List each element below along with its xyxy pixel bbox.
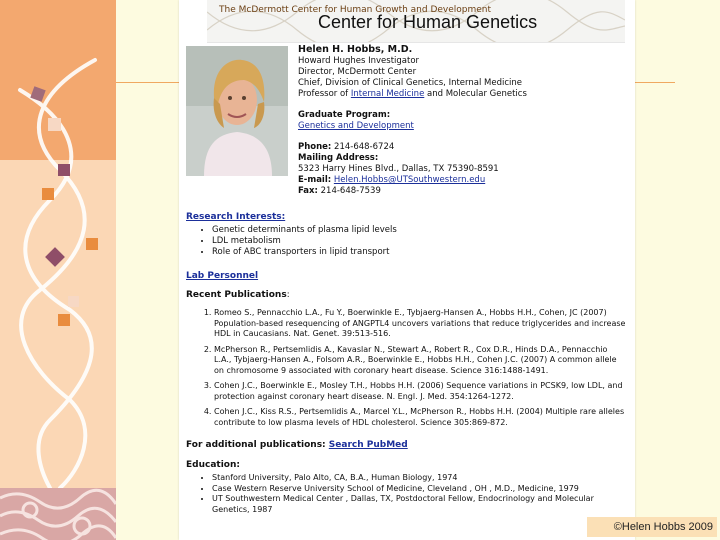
lab-personnel-link[interactable]: Lab Personnel — [186, 271, 259, 281]
decorative-side-band — [0, 0, 116, 540]
list-item: • Case Western Reserve University School of Medicine, Cleveland , OH , M.D., Medicine, 1979 — [212, 484, 626, 495]
publications-title: Recent Publications — [186, 290, 287, 300]
list-item: • Role of ABC transporters in lipid transport — [212, 247, 626, 258]
lab-personnel-section — [186, 271, 626, 281]
fax-value: 214-648-7539 — [320, 186, 381, 196]
research-interests-section — [186, 212, 626, 258]
mailing-address-value: 5323 Harry Hines Blvd., Dallas, TX 75390-8591 — [298, 164, 499, 174]
list-item: • LDL metabolism — [212, 236, 626, 247]
banner-subtitle: The McDermott Center for Human Growth and Development — [219, 5, 492, 15]
graduate-program-link[interactable]: Genetics and Development — [298, 121, 414, 131]
profile-photo — [186, 46, 288, 176]
mailing-address-label: Mailing Address: — [298, 153, 379, 163]
site-banner — [207, 0, 625, 43]
decorative-swirl-pattern — [0, 488, 116, 540]
email-link[interactable]: Helen.Hobbs@UTSouthwestern.edu — [333, 175, 486, 185]
contact-info — [298, 44, 628, 197]
copyright-notice: ©Helen Hobbs 2009 — [587, 517, 717, 537]
faculty-profile-page — [179, 0, 635, 540]
fax-line: Fax: 214-648-7539 — [298, 186, 381, 196]
profile-title-3: Chief, Division of Clinical Genetics, Internal Medicine — [298, 78, 523, 88]
research-interests-link[interactable]: Research Interests: — [186, 212, 286, 222]
education-section — [186, 460, 626, 515]
list-item: • Genetic determinants of plasma lipid levels — [212, 225, 626, 236]
publication-item: 1. Romeo S., Pennacchio L.A., Fu Y., Boerwinkle E., Tybjaerg-Hansen A., Hobbs H.H., Cohen, JC (2007) Population-based resequencing of ANGPTL4 uncovers variations that reduce triglycerides and increase HDL in Caucasians. Nat. Genet. 39:513-516. — [214, 308, 626, 340]
internal-medicine-link[interactable]: Internal Medicine — [350, 89, 425, 99]
education-title: Education: — [186, 460, 240, 470]
banner-title: Center for Human Genetics — [318, 12, 538, 32]
profile-professor-line: Professor of Internal Medicine and Molecular Genetics — [298, 89, 527, 99]
education-list — [186, 473, 626, 515]
additional-publications-line: For additional publications: Search PubMed — [186, 440, 408, 450]
publications-section: Recent Publications: 1. Romeo S., Pennacchio L.A., Fu Y., Boerwinkle E., Tybjaerg-Hansen A., Hobbs H.H., Cohen, JC (2007) Population-based resequencing of ANGPTL4 uncovers variations that reduce triglycerides and increase HDL in Caucasians. Nat. Genet. 39:513-516. 2. McPherson R., Pertsemlidis A., Kavaslar N., Stewart A., Robert R., Cox D.R., Hinds D.A., Pennacchio L.A., Tybjaerg-Hansen A., Folsom A.R., Boerwinkle E., Hobbs H.H., Cohen J.C. (2007) A common allele on chromosome 9 associated with coronary heart disease. Science 316:1488-1491. 3. Cohen J.C., Boerwinkle E., Mosley T.H., Hobbs H.H. (2006) Sequence variations in PCSK9, low LDL, and protection against coronary heart disease. N. Engl. J. Med. 354:1264-1272. 4. Cohen J.C., Kiss R.S., Pertsemlidis A., Marcel Y.L., McPherson R., Hobbs H.H. (2004) Multiple rare alleles contribute to low plasma levels of HDL cholesterol. Science 305:869-872. — [186, 290, 626, 433]
decorative-line-left — [116, 82, 179, 83]
dna-helix-decoration — [0, 0, 116, 488]
list-item: • UT Southwestern Medical Center , Dallas, TX, Postdoctoral Fellow, Endocrinology and Molecular Genetics, 1987 — [212, 494, 626, 515]
publication-item: 4. Cohen J.C., Kiss R.S., Pertsemlidis A., Marcel Y.L., McPherson R., Hobbs H.H. (2004) Multiple rare alleles contribute to low plasma levels of HDL cholesterol. Science 305:869-872. — [214, 407, 626, 428]
research-interests-list — [186, 225, 626, 258]
phone-value: 214-648-6724 — [334, 142, 395, 152]
publications-list — [186, 308, 626, 428]
publication-item: 2. McPherson R., Pertsemlidis A., Kavaslar N., Stewart A., Robert R., Cox D.R., Hinds D.A., Pennacchio L.A., Tybjaerg-Hansen A., Folsom A.R., Boerwinkle E., Hobbs H.H., Cohen J.C. (2007) A common allele on chromosome 9 associated with coronary heart disease. Science 316:1488-1491. — [214, 345, 626, 377]
publication-item: 3. Cohen J.C., Boerwinkle E., Mosley T.H., Hobbs H.H. (2006) Sequence variations in PCSK9, low LDL, and protection against coronary heart disease. N. Engl. J. Med. 354:1264-1272. — [214, 381, 626, 402]
graduate-program-label: Graduate Program: — [298, 110, 391, 120]
list-item: • Stanford University, Palo Alto, CA, B.A., Human Biology, 1974 — [212, 473, 626, 484]
phone-line: Phone: 214-648-6724 — [298, 142, 395, 152]
decorative-line-right — [635, 82, 675, 83]
profile-title-2: Director, McDermott Center — [298, 67, 417, 77]
email-line: E-mail: Helen.Hobbs@UTSouthwestern.edu — [298, 175, 486, 185]
profile-name: Helen H. Hobbs, M.D. — [298, 44, 413, 55]
search-pubmed-link[interactable]: Search PubMed — [328, 440, 408, 450]
profile-title-1: Howard Hughes Investigator — [298, 56, 420, 66]
